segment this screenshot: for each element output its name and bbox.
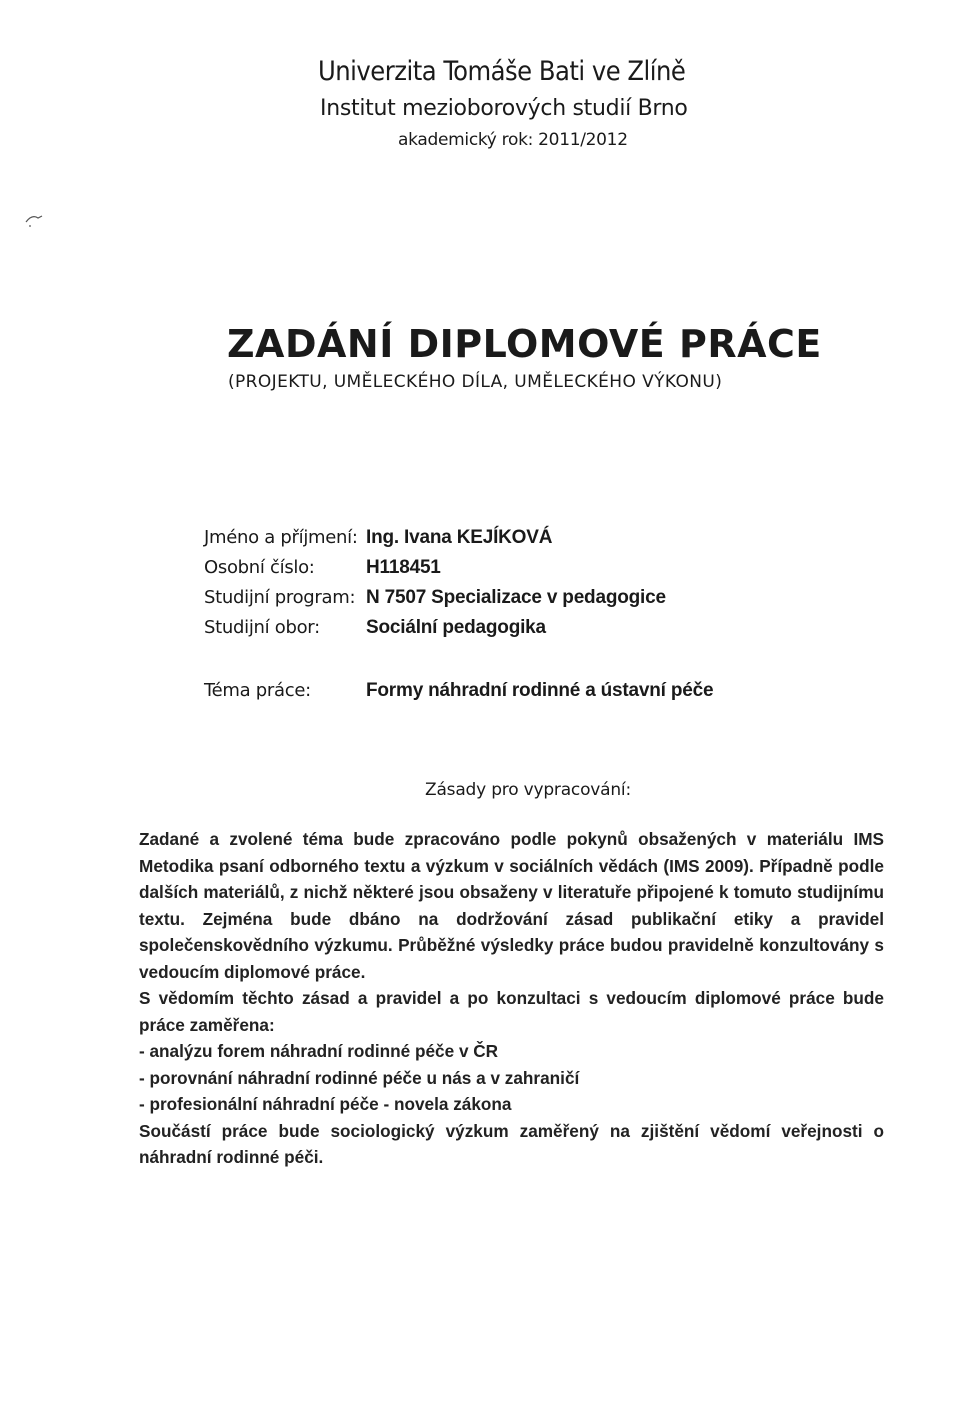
program-value: N 7507 Specializace v pedagogice [366, 587, 666, 608]
university-name: Univerzita Tomáše Bati ve Zlíně [318, 56, 686, 87]
name-label: Jméno a příjmení: [204, 527, 358, 548]
list-item: - porovnání náhradní rodinné péče u nás a v zahraničí [139, 1067, 580, 1088]
document-title: ZADÁNÍ DIPLOMOVÉ PRÁCE [227, 322, 822, 366]
scan-speck [24, 212, 46, 230]
list-item: - profesionální náhradní péče - novela zákona [139, 1094, 512, 1114]
principles-paragraph-3: Součástí práce bude sociologický výzkum zaměřený na zjištění vědomí veřejnosti o náhradní rodinné péči. [139, 1120, 884, 1167]
academic-year: akademický rok: 2011/2012 [398, 130, 628, 150]
principles-paragraph-1: Zadané a zvolené téma bude zpracováno podle pokynů obsažených v materiálu IMS Metodika psaní odborného textu a výzkum v sociálních vědách (IMS 2009). Případně podle dalších materiálů, z nichž některé jsou obsaženy v literatuře připojené k tomuto studijnímu textu. Zejména bude dbáno na dodržování zásad publikační etiky a pravidel společenskovědního výzkumu. Průběžné výsledky práce budou pravidelně konzultovány s vedoucím diplomové práce. [139, 829, 884, 982]
principles-body [139, 826, 884, 1171]
id-label: Osobní číslo: [204, 557, 315, 578]
list-item: - analýzu forem náhradní rodinné péče v ČR [139, 1041, 499, 1061]
principles-heading: Zásady pro vypracování: [425, 780, 631, 800]
name-value: Ing. Ivana KEJÍKOVÁ [366, 527, 553, 548]
topic-value: Formy náhradní rodinné a ústavní péče [366, 680, 714, 701]
program-label: Studijní program: [204, 587, 356, 608]
principles-paragraph-2: S vědomím těchto zásad a pravidel a po konzultaci s vedoucím diplomové práce bude práce zaměřena: [139, 988, 884, 1035]
field-value: Sociální pedagogika [366, 617, 546, 638]
institute-name: Institut mezioborových studií Brno [320, 96, 688, 121]
topic-label: Téma práce: [204, 680, 311, 701]
document-subtitle: (PROJEKTU, UMĚLECKÉHO DÍLA, UMĚLECKÉHO VÝKONU) [228, 372, 723, 392]
field-label: Studijní obor: [204, 617, 320, 638]
id-value: H118451 [366, 557, 441, 578]
